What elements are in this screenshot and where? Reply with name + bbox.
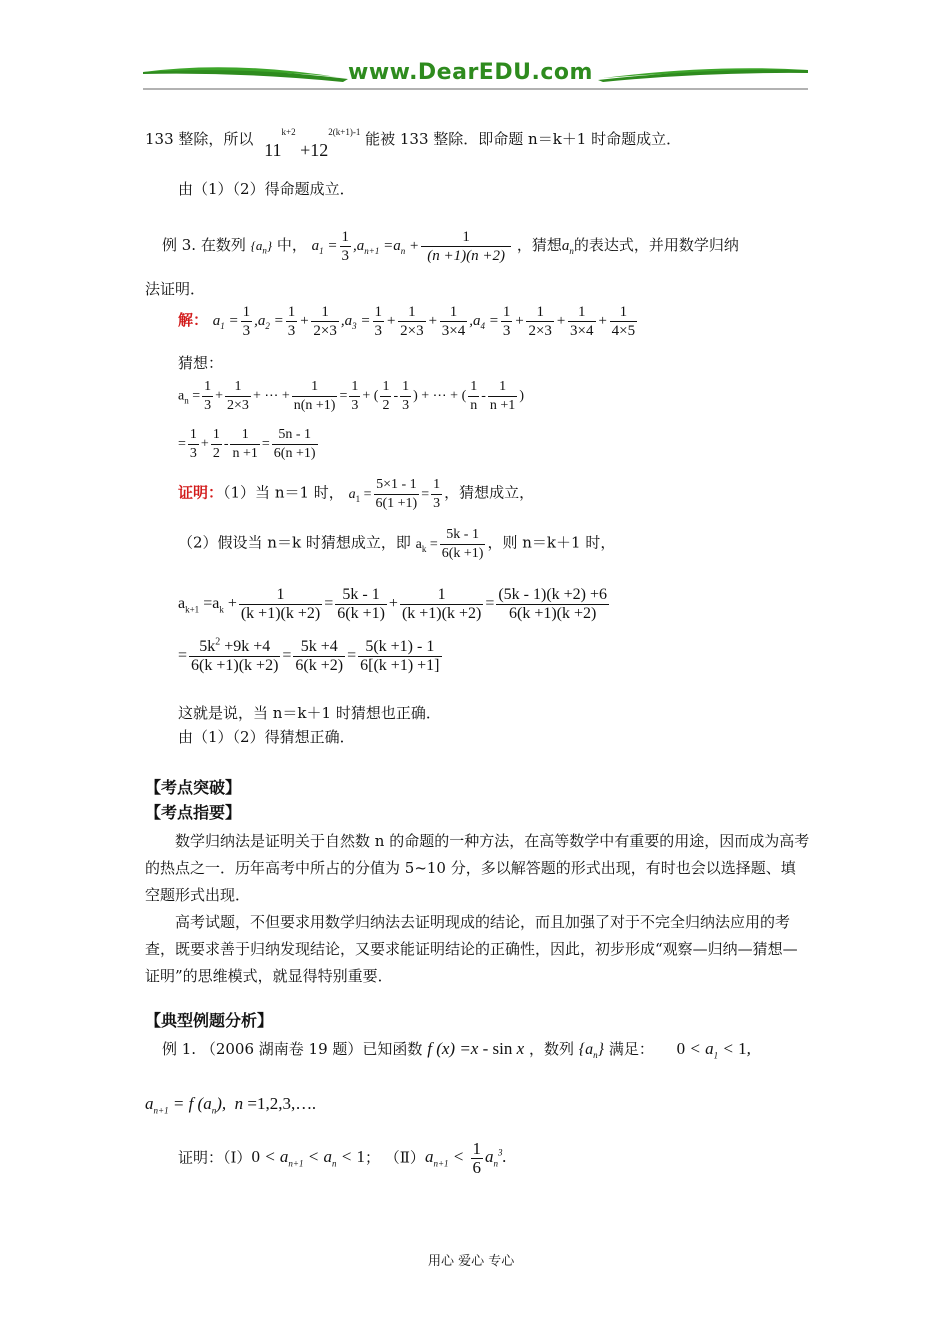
header-banner <box>143 62 808 92</box>
solution-label: 解： <box>178 310 209 329</box>
header-brand: www.DearEDU.com <box>348 60 593 85</box>
ex1-q1-label: 证明：（Ⅰ） <box>178 1148 252 1167</box>
guess-label: 猜想： <box>178 354 224 372</box>
p1-text-pre: 133 整除，所以 <box>145 130 254 148</box>
proof-step-1 <box>178 476 534 513</box>
ex3-pre: 例 3. 在数列 <box>162 235 246 254</box>
ex1-line1 <box>162 1038 751 1059</box>
proof-s1-formula: $a_1$ = $\frac{5\times 1 - 1}{6(1 +1)}$ = $\frac{1}{3}$ <box>348 477 441 511</box>
ex3-end: ，猜想 <box>516 235 562 254</box>
ex1-q2-formula: $a_{n+1}$ < $\frac{1}{6}$ $a_n^3$. <box>424 1139 507 1177</box>
ex1-question <box>178 1140 507 1177</box>
ex1-line2: $a_{n+1} = f$ $(a_n)$, n =1,2,3,…. <box>145 1094 317 1116</box>
ex3-end2: 的表达式，并用数学归纳 <box>573 235 739 254</box>
ex3-mid: 中， <box>276 235 307 254</box>
ex1-function: f (x) =x - sin x <box>427 1039 525 1058</box>
ex1-q1-formula: $0 < a_{n+1} < a_n < 1$ <box>251 1147 365 1169</box>
proof-s1-end: ，猜想成立， <box>444 483 535 502</box>
proof-s2-formula: $a_k$ = $\frac{5k - 1}{6(k +1)}$ <box>415 527 484 561</box>
proof-conclusion-2: 由（1）（2）得猜想正确． <box>178 728 355 746</box>
proof-step-2 <box>178 526 615 563</box>
proof-conclusion-1: 这就是说，当 n＝k＋1 时猜想也正确． <box>178 704 441 722</box>
paragraph-1-text: 数学归纳法是证明关于自然数 n 的命题的一种方法，在高等数学中有重要的用途，因而成为高考的热点之一．历年高考中所占的分值为 5~10 分，多以解答题的形式出现，有时也会以选择题、填空题形式出现． <box>145 832 810 904</box>
ex1-mid2: 满足： <box>608 1040 654 1058</box>
proof-s2: （2）假设当 n＝k 时猜想成立，即 <box>178 533 411 552</box>
line-p1 <box>145 127 682 160</box>
p1-formula: $11^{k+2} +12^{2(k+1)-1}$ <box>264 127 361 160</box>
proof-s1: （1）当 n＝1 时， <box>223 483 344 502</box>
solution-formula: $a_1$ = $\frac{1}{3}$ $,a_2$ = $\frac{1}{3}$ + $\frac{1}{2\times 3}$ $,a_3$ = $\frac{1}{3}$ + $\frac{1}{2\times 3}$ + $\frac{1}{3\times 4}$ $,a_4$ = $\frac{1}{3}$ + $\frac{1}{2\times 3}$ + $\frac{1}{3\times 4}$ + $\frac{1}{4\times 5}$ <box>212 304 636 339</box>
guess-formula-1: $a_n$ = $\frac{1}{3}$ + $\frac{1}{2\times 3}$ + ⋯ + $\frac{1}{n(n +1)}$ = $\frac{1}{3}$ + ( $\frac{1}{2}$ - $\frac{1}{3}$ ) + ⋯ + ( $\frac{1}{n}$ - $\frac{1}{n +1}$ ) <box>178 379 524 413</box>
ex1-seq: $\{a_n\}$ <box>578 1041 605 1061</box>
section-heading-1: 【考点突破】 <box>145 778 242 797</box>
ex3-seq: $\{a_n\}$ <box>250 237 273 256</box>
p1-text-post: 能被 133 整除．即命题 n＝k＋1 时命题成立． <box>365 130 682 148</box>
ex3-formula: $a_1$ = $\frac{1}{3}$ $,a_{n+1} =a_n$ + $\frac{1}{(n +1)(n +2)}$ <box>312 238 517 254</box>
guess-formula-2: = $\frac{1}{3}$ + $\frac{1}{2}$ - $\frac{1}{n +1}$ = $\frac{5n - 1}{6(n +1)}$ <box>178 427 316 461</box>
solution-line <box>178 303 639 340</box>
ex1-condition: $0 < a_1 < 1$, <box>676 1039 751 1061</box>
ex1-mid: ，数列 <box>528 1040 574 1058</box>
ex3-line2: 法证明． <box>145 280 206 298</box>
proof-formula-1: $a_{k+1} =a_k$ + $\frac{1}{(k +1)(k +2)}$ = $\frac{5k - 1}{6(k +1)}$ + $\frac{1}{(k +1)(k +2)}$ = $\frac{(5k - 1)(k +2) +6}{6(k +1)(k +2)}$ <box>178 586 608 622</box>
ex1-pre: 例 1. （2006 湖南卷 19 题）已知函数 <box>162 1040 423 1058</box>
proof-s2-end: ，则 n＝k＋1 时， <box>487 533 616 552</box>
ex3-line1 <box>162 228 739 265</box>
section-heading-3: 【典型例题分析】 <box>145 1011 274 1030</box>
footer-text: 用心 爱心 专心 <box>428 1254 515 1269</box>
section-heading-2: 【考点指要】 <box>145 803 242 822</box>
section-paragraph-2 <box>145 909 810 990</box>
section-paragraph-1 <box>145 828 810 909</box>
ex3-an: $a_n$ <box>561 237 574 256</box>
proof-label: 证明： <box>178 483 224 502</box>
line-p2: 由（1）（2）得命题成立． <box>178 180 355 198</box>
ex1-q2-label: ； （Ⅱ） <box>364 1148 425 1167</box>
proof-formula-2: = $\frac{5k^2 +9k +4}{6(k +1)(k +2)}$ = $\frac{5k +4}{6(k +2)}$ = $\frac{5(k +1) - 1}{6[(k +1) +1]}$ <box>178 636 440 674</box>
paragraph-2-text: 高考试题，不但要求用数学归纳法去证明现成的结论，而且加强了对于不完全归纳法应用的考查，既要求善于归纳发现结论，又要求能证明结论的正确性，因此，初步形成“观察—归纳—猜想—证明”的思维模式，就显得特别重要． <box>145 913 798 985</box>
